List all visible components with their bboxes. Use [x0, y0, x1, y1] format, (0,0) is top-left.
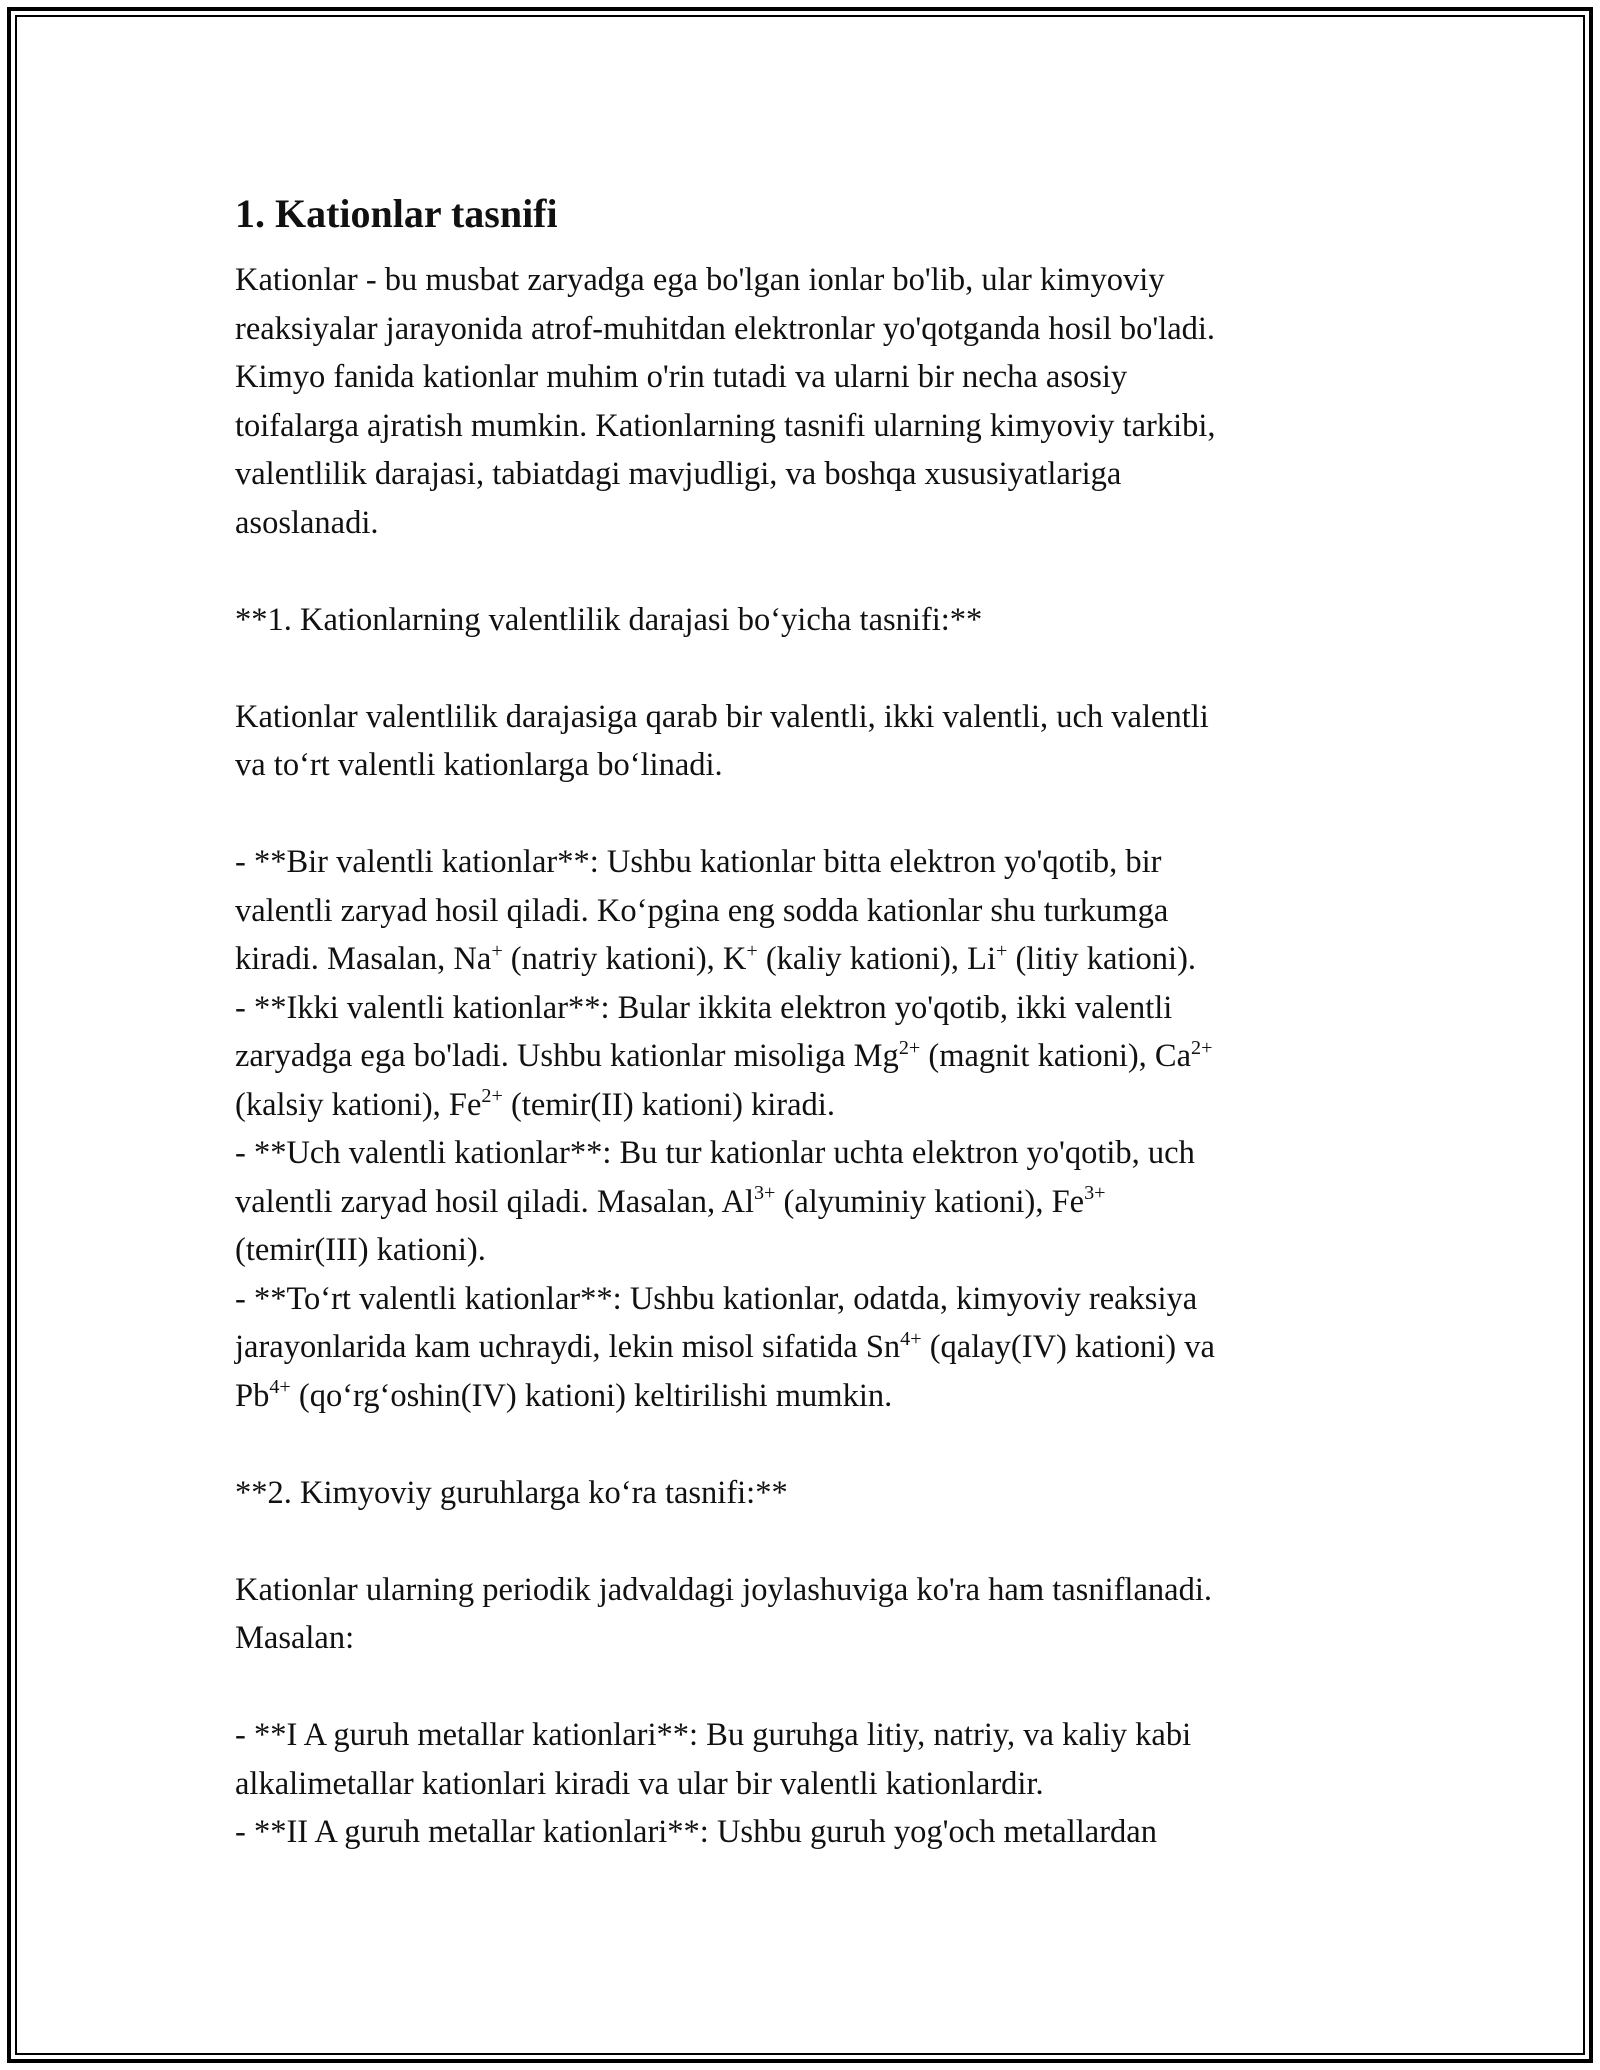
document-title: 1. Kationlar tasnifi: [235, 191, 558, 236]
text-line: va to‘rt valentli kationlarga bo‘linadi.: [235, 747, 723, 783]
text-line: - **Uch valentli kationlar**: Bu tur kationlar uchta elektron yo'qotib, uch: [235, 1135, 1195, 1171]
text-line: alkalimetallar kationlari kiradi va ular bir valentli kationlardir.: [235, 1765, 1044, 1802]
blank-line: [235, 1663, 1375, 1712]
text-line: toifalarga ajratish mumkin. Kationlarning tasnifi ularning kimyoviy tarkibi,: [235, 407, 1216, 444]
text-line: Kimyo fanida kationlar muhim o'rin tutadi va ularni bir necha asosiy: [235, 359, 1128, 395]
text-line: valentlilik darajasi, tabiatdagi mavjudligi, va boshqa xususiyatlariga: [235, 456, 1122, 492]
blank-line: [235, 547, 1375, 596]
text-line: $Pb^{4+}$ (qo‘rg‘oshin(IV) kationi) keltirilishi mumkin.: [235, 1376, 893, 1414]
blank-line: [235, 1420, 1375, 1469]
blank-line: [235, 644, 1375, 693]
document-body: [235, 256, 1375, 1857]
text-line: asoslanadi.: [235, 504, 379, 541]
text-line: valentli zaryad hosil qiladi. Ko‘pgina eng sodda kationlar shu turkumga: [235, 892, 1169, 929]
text-line: jarayonlarida kam uchraydi, lekin misol sifatida $Sn^{4+}$ (qalay(IV) kationi) va: [235, 1327, 1215, 1365]
text-line: kiradi. Masalan, Na+ (natriy kationi), K+ (kaliy kationi), Li+ (litiy kationi).: [235, 939, 1197, 977]
document-page: [235, 182, 1375, 1857]
text-line: Kationlar ularning periodik jadvaldagi joylashuviga ko'ra ham tasniflanadi.: [235, 1571, 1212, 1608]
text-line: - **To‘rt valentli kationlar**: Ushbu kationlar, odatda, kimyoviy reaksiya: [235, 1280, 1198, 1317]
text-line: (kalsiy kationi), $Fe^{2+}$ (temir(II) kationi) kiradi.: [235, 1085, 835, 1123]
text-line: **1. Kationlarning valentlilik darajasi bo‘yicha tasnifi:**: [235, 601, 983, 638]
text-line: - **II A guruh metallar kationlari**: Ushbu guruh yog'och metallardan: [235, 1814, 1157, 1850]
text-line: Masalan:: [235, 1620, 355, 1656]
blank-line: [235, 790, 1375, 839]
text-line: Kationlar valentlilik darajasiga qarab bir valentli, ikki valentli, uch valentli: [235, 698, 1209, 735]
text-line: (temir(III) kationi).: [235, 1232, 486, 1268]
text-line: - **I A guruh metallar kationlari**: Bu guruhga litiy, natriy, va kaliy kabi: [235, 1717, 1192, 1753]
text-line: zaryadga ega bo'ladi. Ushbu kationlar misoliga $Mg^{2+}$ (magnit kationi), $Ca^{2+}$: [235, 1036, 1213, 1074]
text-line: - **Ikki valentli kationlar**: Bular ikkita elektron yo'qotib, ikki valentli: [235, 989, 1173, 1026]
blank-line: [235, 1517, 1375, 1566]
text-line: - **Bir valentli kationlar**: Ushbu kationlar bitta elektron yo'qotib, bir: [235, 844, 1162, 880]
text-line: valentli zaryad hosil qiladi. Masalan, $Al^{3+}$ (alyuminiy kationi), $Fe^{3+}$: [235, 1182, 1106, 1220]
text-line: reaksiyalar jarayonida atrof-muhitdan elektronlar yo'qotganda hosil bo'ladi.: [235, 310, 1216, 347]
text-line: Kationlar - bu musbat zaryadga ega bo'lgan ionlar bo'lib, ular kimyoviy: [235, 262, 1165, 298]
text-line: **2. Kimyoviy guruhlarga ko‘ra tasnifi:**: [235, 1474, 788, 1511]
